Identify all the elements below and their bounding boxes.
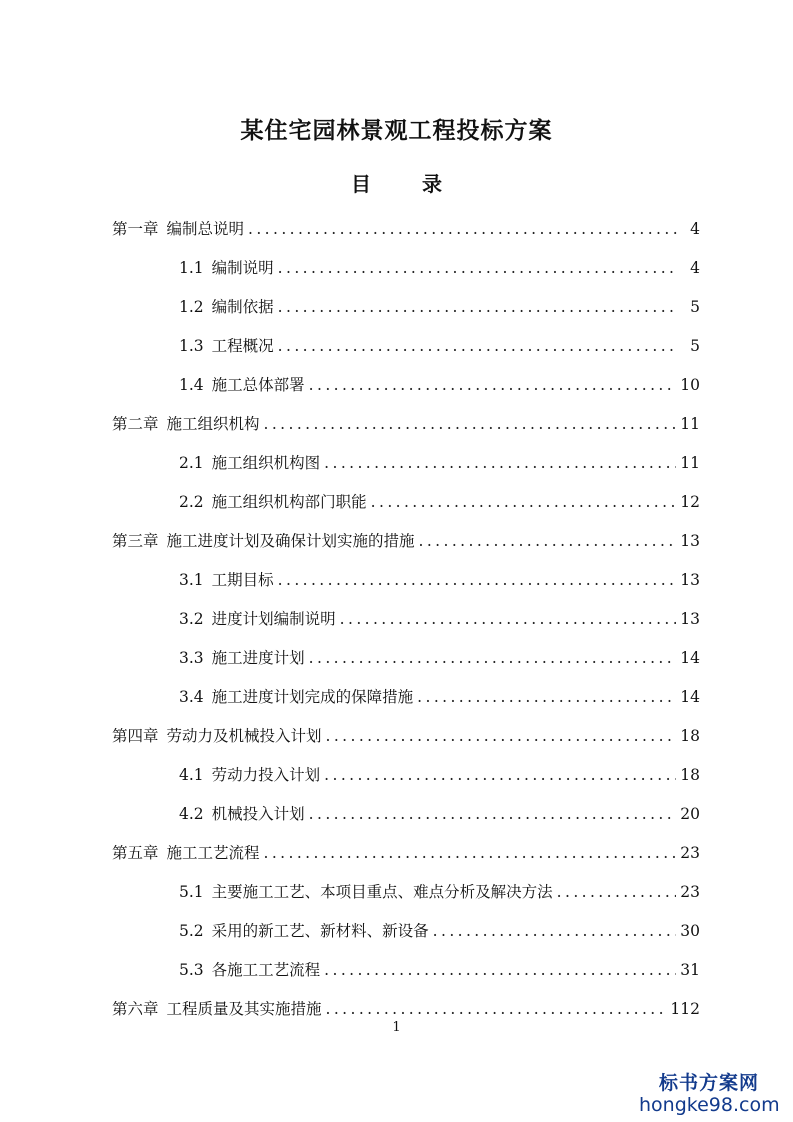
toc-entry-number: 3.1	[179, 571, 204, 589]
toc-page-number: 23	[680, 844, 700, 862]
toc-section-entry[interactable]	[112, 873, 700, 912]
toc-entry-title	[179, 912, 429, 951]
toc-entry-label: 工程概况	[211, 337, 274, 355]
toc-section-entry[interactable]	[112, 249, 700, 288]
toc-entry-title	[112, 834, 260, 873]
toc-page-number: 30	[680, 922, 700, 940]
toc-entry-number: 第三章	[112, 532, 159, 550]
toc-entry-number: 第五章	[112, 844, 159, 862]
toc-entry-label: 主要施工工艺、本项目重点、难点分析及解决方法	[211, 883, 553, 901]
toc-entry-label: 各施工工艺流程	[211, 961, 321, 979]
toc-entry-label: 劳动力及机械投入计划	[166, 727, 322, 745]
toc-dot-leader	[433, 912, 677, 951]
toc-page-number: 13	[680, 610, 700, 628]
toc-entry-number: 第二章	[112, 415, 159, 433]
toc-entry-title	[179, 951, 320, 990]
toc-page-number: 112	[670, 1000, 700, 1018]
toc-entry-number: 3.3	[179, 649, 204, 667]
watermark-logo	[639, 1072, 779, 1116]
toc-entry-label: 进度计划编制说明	[211, 610, 336, 628]
toc-page-number: 13	[680, 532, 700, 550]
toc-entry-label: 施工进度计划及确保计划实施的措施	[166, 532, 415, 550]
toc-dot-leader	[324, 951, 676, 990]
toc-dot-leader	[248, 210, 678, 249]
toc-entry-title	[179, 483, 367, 522]
toc-entry-number: 第六章	[112, 1000, 159, 1018]
watermark-site-name: 标书方案网	[658, 1072, 759, 1094]
toc-entry-number: 第四章	[112, 727, 159, 745]
toc-section-entry[interactable]	[112, 678, 700, 717]
toc-page-number: 5	[690, 337, 700, 355]
toc-chapter-entry[interactable]	[112, 834, 700, 873]
toc-entry-title	[179, 249, 274, 288]
toc-dot-leader	[326, 717, 677, 756]
page-number: 1	[392, 1020, 401, 1035]
toc-entry-number: 3.4	[179, 688, 204, 706]
toc-chapter-entry[interactable]	[112, 210, 700, 249]
toc-dot-leader	[278, 249, 678, 288]
toc-chapter-entry[interactable]	[112, 405, 700, 444]
toc-dot-leader	[324, 444, 676, 483]
toc-dot-leader	[417, 678, 676, 717]
toc-entry-label: 劳动力投入计划	[211, 766, 321, 784]
toc-dot-leader	[419, 522, 677, 561]
toc-entry-label: 施工组织机构	[166, 415, 260, 433]
toc-entry-number: 5.1	[179, 883, 204, 901]
toc-page-number: 11	[680, 415, 700, 433]
toc-page-number: 18	[680, 727, 700, 745]
toc-dot-leader	[264, 405, 677, 444]
watermark-url: hongke98.com	[639, 1094, 780, 1116]
toc-entry-number: 5.3	[179, 961, 204, 979]
toc-dot-leader	[557, 873, 677, 912]
toc-section-entry[interactable]	[112, 483, 700, 522]
toc-dot-leader	[324, 756, 676, 795]
toc-entry-label: 施工工艺流程	[166, 844, 260, 862]
toc-entry-label: 机械投入计划	[211, 805, 305, 823]
toc-entry-label: 编制说明	[211, 259, 274, 277]
toc-entry-number: 第一章	[112, 220, 159, 238]
toc-entry-number: 1.4	[179, 376, 204, 394]
toc-dot-leader	[278, 288, 678, 327]
toc-dot-leader	[278, 327, 678, 366]
toc-entry-number: 3.2	[179, 610, 204, 628]
toc-section-entry[interactable]	[112, 561, 700, 600]
document-title: 某住宅园林景观工程投标方案	[240, 117, 553, 144]
toc-page-number: 14	[680, 688, 700, 706]
toc-entry-title	[179, 327, 274, 366]
toc-section-entry[interactable]	[112, 366, 700, 405]
toc-entry-title	[179, 444, 320, 483]
toc-entry-title	[112, 405, 260, 444]
toc-entry-title	[112, 210, 244, 249]
toc-section-entry[interactable]	[112, 756, 700, 795]
toc-entry-number: 2.2	[179, 493, 204, 511]
toc-entry-label: 施工组织机构图	[211, 454, 321, 472]
toc-entry-number: 1.3	[179, 337, 204, 355]
toc-entry-label: 施工进度计划	[211, 649, 305, 667]
toc-page-number: 4	[690, 259, 700, 277]
toc-dot-leader	[371, 483, 677, 522]
toc-entry-number: 1.2	[179, 298, 204, 316]
toc-chapter-entry[interactable]	[112, 717, 700, 756]
table-of-contents	[112, 210, 700, 1029]
toc-entry-number: 1.1	[179, 259, 204, 277]
toc-section-entry[interactable]	[112, 912, 700, 951]
toc-page-number: 14	[680, 649, 700, 667]
toc-page-number: 13	[680, 571, 700, 589]
toc-dot-leader	[278, 561, 677, 600]
toc-entry-title	[179, 678, 413, 717]
toc-dot-leader	[309, 639, 677, 678]
toc-page-number: 31	[680, 961, 700, 979]
toc-entry-label: 施工总体部署	[211, 376, 305, 394]
toc-page-number: 23	[680, 883, 700, 901]
toc-entry-number: 4.1	[179, 766, 204, 784]
toc-entry-title	[179, 873, 553, 912]
toc-chapter-entry[interactable]	[112, 522, 700, 561]
toc-entry-label: 施工组织机构部门职能	[211, 493, 367, 511]
toc-page-number: 11	[680, 454, 700, 472]
toc-entry-number: 2.1	[179, 454, 204, 472]
toc-entry-label: 施工进度计划完成的保障措施	[211, 688, 414, 706]
toc-entry-title	[112, 522, 415, 561]
toc-entry-label: 编制依据	[211, 298, 274, 316]
toc-page-number: 4	[690, 220, 700, 238]
toc-page-number: 18	[680, 766, 700, 784]
toc-entry-title	[112, 717, 322, 756]
toc-entry-title	[179, 366, 305, 405]
toc-entry-label: 采用的新工艺、新材料、新设备	[211, 922, 429, 940]
toc-dot-leader	[309, 366, 677, 405]
toc-section-entry[interactable]	[112, 795, 700, 834]
toc-entry-number: 5.2	[179, 922, 204, 940]
toc-section-entry[interactable]	[112, 327, 700, 366]
toc-page-number: 20	[680, 805, 700, 823]
toc-dot-leader	[340, 600, 677, 639]
toc-entry-label: 工期目标	[211, 571, 274, 589]
toc-page-number: 5	[690, 298, 700, 316]
toc-dot-leader	[264, 834, 677, 873]
toc-entry-title	[179, 639, 305, 678]
toc-section-entry[interactable]	[112, 951, 700, 990]
toc-section-entry[interactable]	[112, 444, 700, 483]
toc-entry-title	[179, 756, 320, 795]
toc-heading: 目 录	[351, 172, 464, 196]
toc-entry-label: 编制总说明	[166, 220, 245, 238]
toc-entry-title	[179, 288, 274, 327]
toc-entry-number: 4.2	[179, 805, 204, 823]
toc-page-number: 12	[680, 493, 700, 511]
toc-section-entry[interactable]	[112, 639, 700, 678]
toc-entry-title	[179, 561, 274, 600]
toc-dot-leader	[309, 795, 677, 834]
toc-section-entry[interactable]	[112, 288, 700, 327]
toc-page-number: 10	[680, 376, 700, 394]
toc-entry-label: 工程质量及其实施措施	[166, 1000, 322, 1018]
toc-entry-title	[179, 795, 305, 834]
toc-entry-title	[179, 600, 336, 639]
toc-section-entry[interactable]	[112, 600, 700, 639]
